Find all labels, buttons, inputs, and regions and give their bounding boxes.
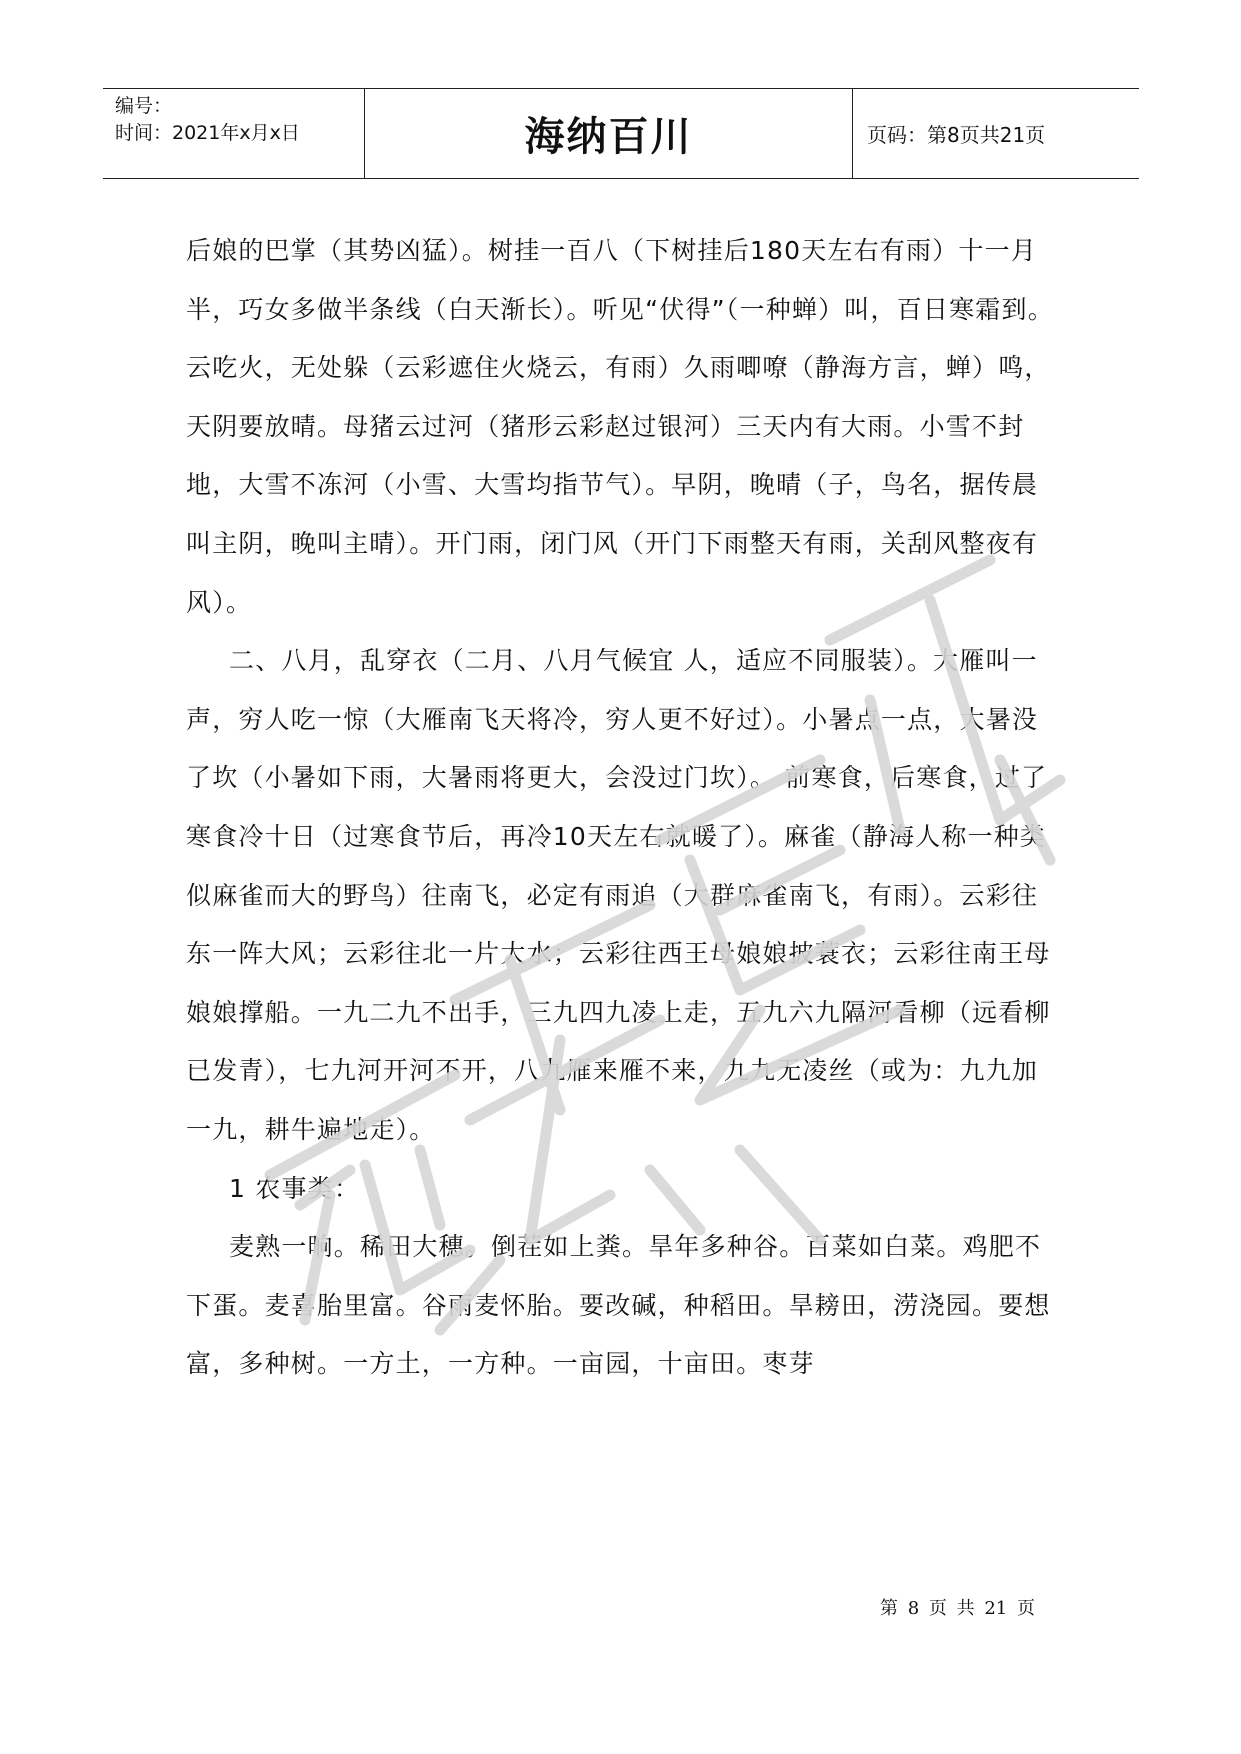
document-header bbox=[103, 88, 1139, 179]
paragraph: 麦熟一晌。稀田大穗。倒茬如上粪。旱年多种谷。百菜如白菜。鸡肥不下蛋。麦喜胎里富。谷雨麦怀胎。要改碱，种稻田。旱耪田，涝浇园。要想富，多种树。一方土，一方种。一亩园，十亩田。枣芽 bbox=[186, 1232, 1051, 1379]
doc-number-label: 编号： bbox=[115, 95, 173, 117]
section-heading: 1 农事类： bbox=[229, 1173, 361, 1203]
header-page-cell bbox=[853, 89, 1139, 178]
page-code: 页码：第8页共21页 bbox=[867, 123, 1046, 147]
paragraph: 二、八月，乱穿衣（二月、八月气候宜 人，适应不同服装）。大雁叫一声，穷人吃一惊（大雁南飞天将冷，穷人更不好过）。小暑点一点，大暑没了坎（小暑如下雨，大暑雨将更大，会没过门坎）。 前寒食，后寒食，过了寒食冷十日（过寒食节后，再冷10天左右就暖了）。麻雀（静海人称一种类似麻雀而大的野鸟）往南飞，必定有雨追（大群麻雀南飞，有雨）。云彩往东一阵大风；云彩往北一片大水；云彩往西王母娘娘披蓑衣；云彩往南王母娘娘撑船。一九二九不出手，三九四九凌上走，五九六九隔河看柳（远看柳已发青），七九河开河不开，八九雁来雁不来，九九无凌丝（或为：九九加一九，耕牛遍地走）。 bbox=[186, 646, 1051, 1144]
header-meta bbox=[103, 89, 365, 178]
page-footer: 第 8 页 共 21 页 bbox=[880, 1598, 1035, 1619]
paragraph: 后娘的巴掌（其势凶猛）。树挂一百八（下树挂后180天左右有雨）十一月半，巧女多做半条线（白天渐长）。听见“伏得”（一种蝉）叫，百日寒霜到。云吃火，无处躲（云彩遮住火烧云，有雨）久雨唧嘹（静海方言，蝉）鸣，天阴要放晴。母猪云过河（猪形云彩赵过银河）三天内有大雨。小雪不封地，大雪不冻河（小雪、大雪均指节气）。早阴，晚晴（子，鸟名，据传晨叫主阴，晚叫主晴）。开门雨，闭门风（开门下雨整天有雨，关刮风整夜有风）。 bbox=[186, 236, 1054, 617]
doc-time-label: 时间：2021年x月x日 bbox=[115, 122, 300, 144]
brand-title: 海纳百川 bbox=[524, 114, 693, 160]
header-brand-cell bbox=[365, 89, 853, 178]
document-body bbox=[186, 222, 1056, 1394]
